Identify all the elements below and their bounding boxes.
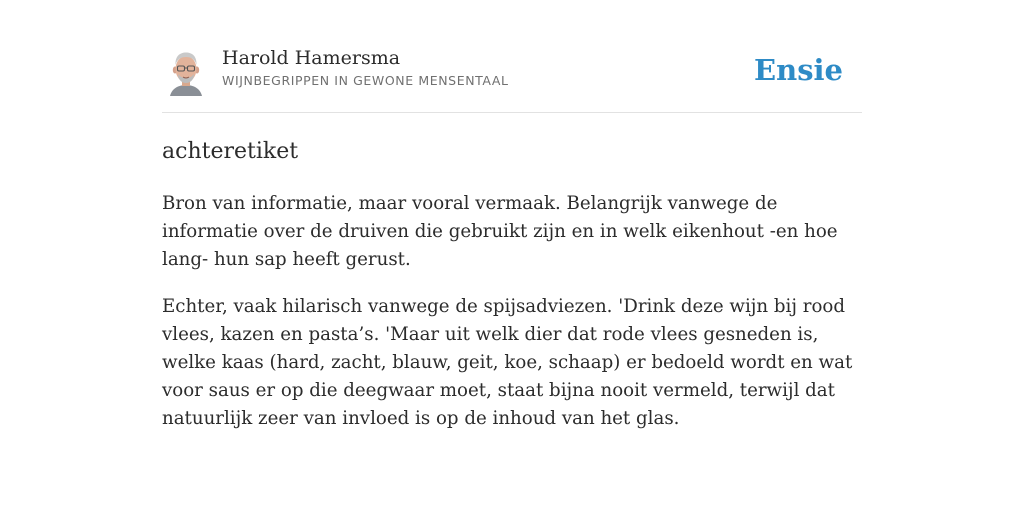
author-info <box>222 46 509 90</box>
ensie-logo[interactable]: Ensie <box>754 53 843 87</box>
entry-paragraph-2: Echter, vaak hilarisch vanwege de spijsadviezen. 'Drink deze wijn bij rood vlees, kazen en pasta’s. 'Maar uit welk dier dat rode vlees gesneden is, welke kaas (hard, zacht, blauw, geit, koe, schaap) er bedoeld wordt en wat voor saus er op die deegwaar moet, staat bijna nooit vermeld, terwijl dat natuurlijk zeer van invloed is op de inhoud van het glas. <box>162 296 853 429</box>
entry-body <box>162 190 862 452</box>
header <box>162 40 862 113</box>
author-name[interactable]: Harold Hamersma <box>222 47 401 69</box>
entry-paragraph-1: Bron van informatie, maar vooral vermaak. Belangrijk vanwege de informatie over de druiven die gebruikt zijn en in welk eikenhout -en hoe lang- hun sap heeft gerust. <box>162 193 838 270</box>
author-tagline: WIJNBEGRIPPEN IN GEWONE MENSENTAAL <box>222 73 509 88</box>
entry-title: achteretiket <box>162 139 299 164</box>
author-avatar[interactable] <box>166 48 206 96</box>
author-portrait-icon <box>166 48 206 96</box>
